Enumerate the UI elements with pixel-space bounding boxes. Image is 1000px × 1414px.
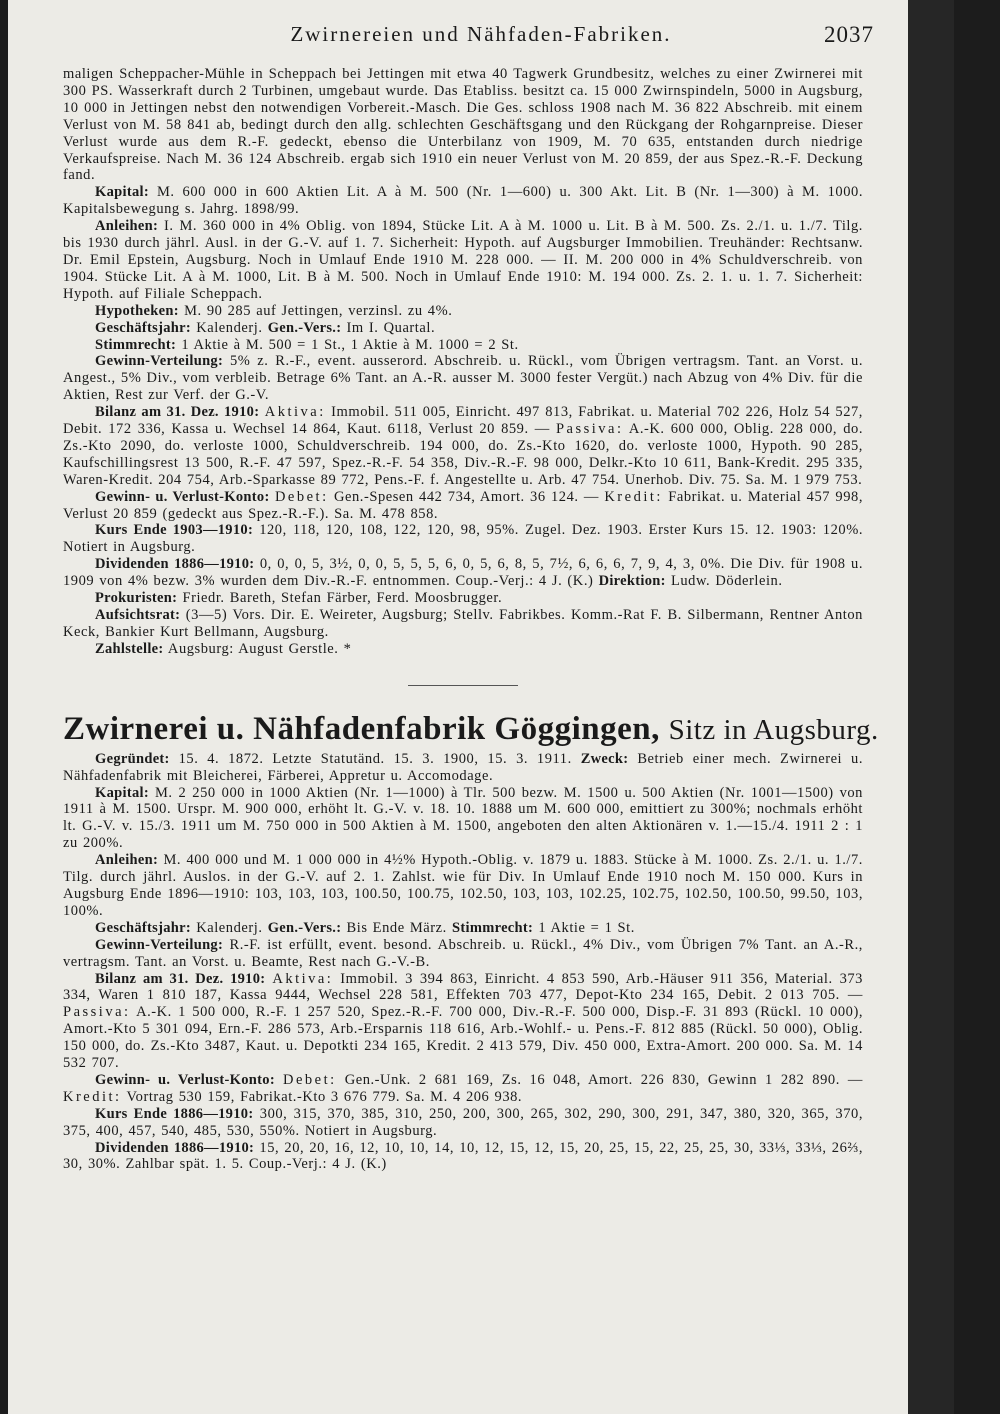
hypotheken-label: Hypotheken: — [95, 302, 179, 319]
scan-dark-edge — [908, 0, 954, 1414]
ar-text: (3—5) Vors. Dir. E. Weireter, Augsburg; Stellv. Fabrikbes. Komm.-Rat F. B. Silbermann, Rentner Anton Keck, Bankier Kurt Bellmann, Augsburg. — [63, 607, 863, 640]
sec1-prokuristen — [63, 590, 863, 607]
debet-text: Gen.-Spesen 442 734, Amort. 36 124. — — [333, 488, 599, 505]
zahl-label: Zahlstelle: — [95, 640, 164, 657]
gegr-label: Gegründet: — [95, 750, 170, 767]
stimmrecht-label: Stimmrecht: — [452, 919, 534, 936]
sec2-kurs — [63, 1106, 863, 1140]
hypotheken-text: M. 90 285 auf Jettingen, verzinsl. zu 4%. — [184, 302, 453, 319]
page-header — [8, 22, 954, 48]
sec1-stimmrecht — [63, 337, 863, 354]
sec1-bilanz — [63, 404, 863, 489]
gewinnvert-label: Gewinn-Verteilung: — [95, 353, 224, 370]
page-body — [63, 66, 879, 1173]
anleihen-text: M. 400 000 und M. 1 000 000 in 4½% Hypoth.-Oblig. v. 1879 u. 1883. Stücke à M. 1000. Zs. 2./1. u. 1./7. Tilg. durch jährl. Auslos. in der G.-V. auf 2. 1. Zahlst. wie für Div. In Umlauf Ende 1910 noch M. 150 000. Kurs in Augsburg Ende 1896—1910: 103, 103, 103, 100.50, 100.75, 102.50, 103, 103, 102.25, 102.75, 102.50, 100.50, 99.50, 103, 100%. — [63, 852, 863, 919]
kredit-label: Kredit: — [604, 488, 663, 505]
div-label: Dividenden 1886—1910: — [95, 1139, 255, 1156]
sec2-guv — [63, 1072, 863, 1106]
anleihen-text: I. M. 360 000 in 4% Oblig. von 1894, Stücke Lit. A à M. 1000 u. Lit. B à M. 500. Zs. 2./1. u. 1./7. Tilg. bis 1930 durch jährl. Ausl. in der G.-V. auf 1. 7. Sicherheit: Hypoth. auf Augsburger Immobilien. Treuhänder: Rechtsanw. Dr. Emil Epstein, Augsburg. Noch in Umlauf Ende 1910 M. 228 000. — II. M. 200 000 in 4% Schuldverschreib. von 1904. Stücke Lit. A à M. 1000, Lit. B à M. 500. Noch in Umlauf Ende 1910: M. 194 000. Zs. 2. 1. u. 1. 7. Sicherheit: Hypoth. auf Filiale Scheppach. — [63, 218, 863, 302]
kapital-label: Kapital: — [95, 184, 149, 201]
stimmrecht-text: 1 Aktie à M. 500 = 1 St., 1 Aktie à M. 1000 = 2 St. — [181, 336, 519, 353]
bilanz-label: Bilanz am 31. Dez. 1910: — [95, 970, 266, 987]
kurs-text: 120, 118, 120, 108, 122, 120, 98, 95%. Zugel. Dez. 1903. Erster Kurs 15. 12. 1903: 120%. Notiert in Augsburg. — [63, 522, 863, 556]
direktion-text: Ludw. Döderlein. — [670, 573, 783, 590]
stimmrecht-text: 1 Aktie = 1 St. — [538, 919, 635, 936]
gj-text: Kalenderj. — [196, 919, 263, 936]
gewinnvert-text: 5% z. R.-F., event. ausserord. Abschreib. u. Rückl., vom Übrigen vertragsm. Tant. an Vorst. u. Angest., 5% Div., vom verbleib. Betrage 6% Tant. an A.-R. ausser M. 3000 fester Vergüt.) nach Abzug von 4% Div. für die Aktien, Rest zur Verf. der G.-V. — [63, 353, 863, 404]
gj-text: Kalenderj. — [196, 319, 263, 336]
sec2-anleihen — [63, 852, 863, 920]
aktiva-label: Aktiva: — [272, 970, 334, 987]
sec1-intro: maligen Scheppacher-Mühle in Scheppach bei Jettingen mit etwa 40 Tagwerk Grundbesitz, welches zu einer Zwirnerei mit 300 PS. Wasserkraft durch 2 Turbinen, umgebaut wurde. Das Etabliss. besitzt ca. 15 000 Zwirnspindeln, 5000 in Augsburg, 10 000 in Jettingen nebst den notwendigen Vorbereit.-Masch. Die Ges. schloss 1908 nach M. 36 822 Abschreib. mit einem Verlust von M. 58 841 ab, bedingt durch den allg. schlechten Geschäftsgang und den Rückgang der Rohgarnpreise. Dieser Verlust wurde aus dem R.-F. gedeckt, ebenso die Unterbilanz von 1909, M. 70 635, entstanden durch niedrige Verkaufspreise. Nach M. 36 124 Abschreib. ergab sich 1910 ein neuer Verlust von M. 20 859, der aus Spez.-R.-F. Deckung fand. — [63, 66, 863, 184]
genvers-text: Im I. Quartal. — [346, 319, 436, 336]
sec2-gj — [63, 920, 863, 937]
gewinnvert-label: Gewinn-Verteilung: — [95, 936, 224, 953]
company-name: Zwirnerei u. Nähfadenfabrik Göggingen, — [63, 710, 660, 747]
kurs-label: Kurs Ende 1886—1910: — [95, 1105, 254, 1122]
sec2-gewinnvert — [63, 937, 863, 971]
passiva-text: A.-K. 600 000, Oblig. 228 000, do. Zs.-Kto 2090, do. verloste 1000, Schuldverschreib. 194 000, do. Zs.-Kto 1620, do. verloste 1000, Hypoth. 90 285, Kaufschillingsrest 13 500, R.-F. 47 597, Spez.-R.-F. 54 358, Div.-R.-F. 98 000, Delkr.-Kto 10 611, Bank-Kredit. 295 335, Waren-Kredit. 204 754, Arb.-Sparkasse 89 772, Pens.-F. f. Angestellte u. Arb. 47 754. Unerhob. Div. 75. Sa. M. 1 979 753. — [63, 421, 863, 488]
sec1-kapital — [63, 184, 863, 218]
guv-label: Gewinn- u. Verlust-Konto: — [95, 488, 270, 505]
ar-label: Aufsichtsrat: — [95, 607, 181, 623]
sec1-gewinnvert — [63, 353, 863, 404]
aktiva-text: Immobil. 3 394 863, Einricht. 4 853 590, Arb.-Häuser 911 356, Material. 373 334, Waren 1 810 187, Kassa 9444, Wechsel 228 581, Effekten 703 477, Depot-Kto 234 165, Debit. 2 013 705. — — [63, 970, 863, 1004]
sec1-dividenden — [63, 556, 863, 590]
company-seat: Sitz in Augsburg. — [668, 713, 879, 746]
aktiva-label: Aktiva: — [264, 404, 326, 421]
sec1-anleihen — [63, 218, 863, 303]
footnote-star: * — [343, 640, 352, 657]
prok-text: Friedr. Bareth, Stefan Färber, Ferd. Moosbrugger. — [182, 590, 503, 607]
direktion-label: Direktion: — [598, 573, 666, 590]
passiva-text: A.-K. 1 500 000, R.-F. 1 257 520, Spez.-R.-F. 700 000, Div.-R.-F. 500 000, Disp.-F. 31 893 (Rückl. 10 000), Amort.-Kto 5 301 094, Ern.-F. 286 573, Arb.-Ersparnis 118 616, Arb.-Wohlf.- u. Pens.-F. 812 885 (Rückl. 50 000), Oblig. 150 000, do. Zs.-Kto 3487, Kaut. u. Depotkti 234 165, Kredit. 2 413 579, Div. 450 000, Extra-Amort. 200 000. Sa. M. 14 532 707. — [63, 1004, 863, 1072]
div-label: Dividenden 1886—1910: — [95, 556, 255, 573]
zweck-label: Zweck: — [580, 750, 629, 767]
sec1-guv — [63, 489, 863, 523]
gj-label: Geschäftsjahr: — [95, 319, 192, 336]
passiva-label: Passiva: — [555, 421, 624, 438]
anleihen-label: Anleihen: — [95, 218, 159, 235]
aktiva-text: Immobil. 511 005, Einricht. 497 813, Fabrikat. u. Material 702 226, Holz 54 527, Debit. 172 336, Kassa u. Wechsel 14 864, Kaut. 6118, Verlust 20 859. — — [63, 404, 863, 438]
prok-label: Prokuristen: — [95, 590, 178, 607]
bilanz-label: Bilanz am 31. Dez. 1910: — [95, 404, 260, 421]
sec2-gegruendet — [63, 751, 863, 785]
sec1-kurs — [63, 522, 863, 556]
sec2-dividenden — [63, 1140, 863, 1174]
gegr-text: 15. 4. 1872. Letzte Statutänd. 15. 3. 1900, 15. 3. 1911. — [178, 750, 572, 767]
stimmrecht-label: Stimmrecht: — [95, 336, 177, 353]
div-text: 0, 0, 0, 5, 3½, 0, 0, 5, 5, 5, 6, 0, 5, 6, 8, 5, 7½, 6, 6, 6, 7, 9, 4, 3, 0%. Die Div. für 1908 u. 1909 von 4% bezw. 3% wurden dem Div.-R.-F. entnommen. Coup.-Verj.: 4 J. (K.) — [63, 556, 863, 590]
kapital-text: M. 2 250 000 in 1000 Aktien (Nr. 1—1000) à Tlr. 500 bezw. M. 1500 u. 500 Aktien (Nr. 1001—1500) von 1911 à M. 1500. Urspr. M. 900 000, erhöht lt. G.-V. v. 18. 10. 1888 um M. 600 000, emittiert zu 300%; nochmals erhöht lt. G.-V. v. 15./3. 1911 um M. 750 000 in 500 Aktien à M. 1500, angeboten den alten Aktionären v. 1.—15./4. 1911 2 : 1 zu 200%. — [63, 784, 863, 852]
running-title: Zwirnereien und Nähfaden-Fabriken. — [290, 22, 672, 46]
genvers-label: Gen.-Vers.: — [267, 319, 342, 336]
sec1-zahlstelle — [63, 641, 863, 658]
kurs-label: Kurs Ende 1903—1910: — [95, 522, 254, 539]
sec1-hypotheken — [63, 303, 863, 320]
kapital-label: Kapital: — [95, 784, 149, 801]
kredit-text: Fabrikat. u. Material 457 998, Verlust 20 859 (gedeckt aus Spez.-R.-F.). Sa. M. 478 858. — [63, 488, 864, 522]
page-number: 2037 — [824, 22, 874, 47]
guv-label: Gewinn- u. Verlust-Konto: — [95, 1071, 275, 1088]
document-page — [8, 0, 954, 1414]
kredit-label: Kredit: — [63, 1088, 122, 1105]
sec2-kapital — [63, 785, 863, 853]
debet-label: Debet: — [274, 488, 329, 505]
genvers-text: Bis Ende März. — [346, 919, 447, 936]
sec1-gj — [63, 320, 863, 337]
debet-label: Debet: — [283, 1071, 337, 1088]
gj-label: Geschäftsjahr: — [95, 919, 192, 936]
kapital-text: M. 600 000 in 600 Aktien Lit. A à M. 500 (Nr. 1—600) u. 300 Akt. Lit. B (Nr. 1—300) à M. 1000. Kapitalsbewegung s. Jahrg. 1898/99. — [63, 184, 863, 218]
kurs-text: 300, 315, 370, 385, 310, 250, 200, 300, 265, 302, 290, 300, 291, 347, 380, 320, 365, 370, 375, 400, 457, 540, 485, 530, 550%. Notiert in Augsburg. — [63, 1105, 863, 1139]
company-heading — [63, 710, 879, 749]
div-text: 15, 20, 20, 16, 12, 10, 10, 14, 10, 12, 15, 12, 15, 20, 25, 15, 22, 25, 25, 30, 33⅓, 33⅓, 26⅔, 30, 30%. Zahlbar spät. 1. 5. Coup.-Verj.: 4 J. (K.) — [63, 1139, 864, 1173]
sec2-bilanz — [63, 971, 863, 1072]
kredit-text: Vortrag 530 159, Fabrikat.-Kto 3 676 779. Sa. M. 4 206 938. — [126, 1088, 523, 1105]
anleihen-label: Anleihen: — [95, 852, 159, 869]
debet-text: Gen.-Unk. 2 681 169, Zs. 16 048, Amort. 226 830, Gewinn 1 282 890. — — [344, 1071, 863, 1088]
gewinnvert-text: R.-F. ist erfüllt, event. besond. Abschreib. u. Rückl., 4% Div., vom Übrigen 7% Tant. an A.-R., vertragsm. Tant. an Vorst. u. Beamte, Rest nach G.-V.-B. — [63, 936, 863, 970]
sec1-aufsichtsrat — [63, 607, 863, 641]
zahl-text: Augsburg: August Gerstle. — [167, 640, 339, 657]
genvers-label: Gen.-Vers.: — [267, 919, 342, 936]
zweck-text: Betrieb einer mech. Zwirnerei u. Nähfadenfabrik mit Bleicherei, Färberei, Appretur u. Accomodage. — [63, 750, 864, 784]
section-divider — [408, 685, 518, 686]
passiva-label: Passiva: — [63, 1004, 131, 1021]
